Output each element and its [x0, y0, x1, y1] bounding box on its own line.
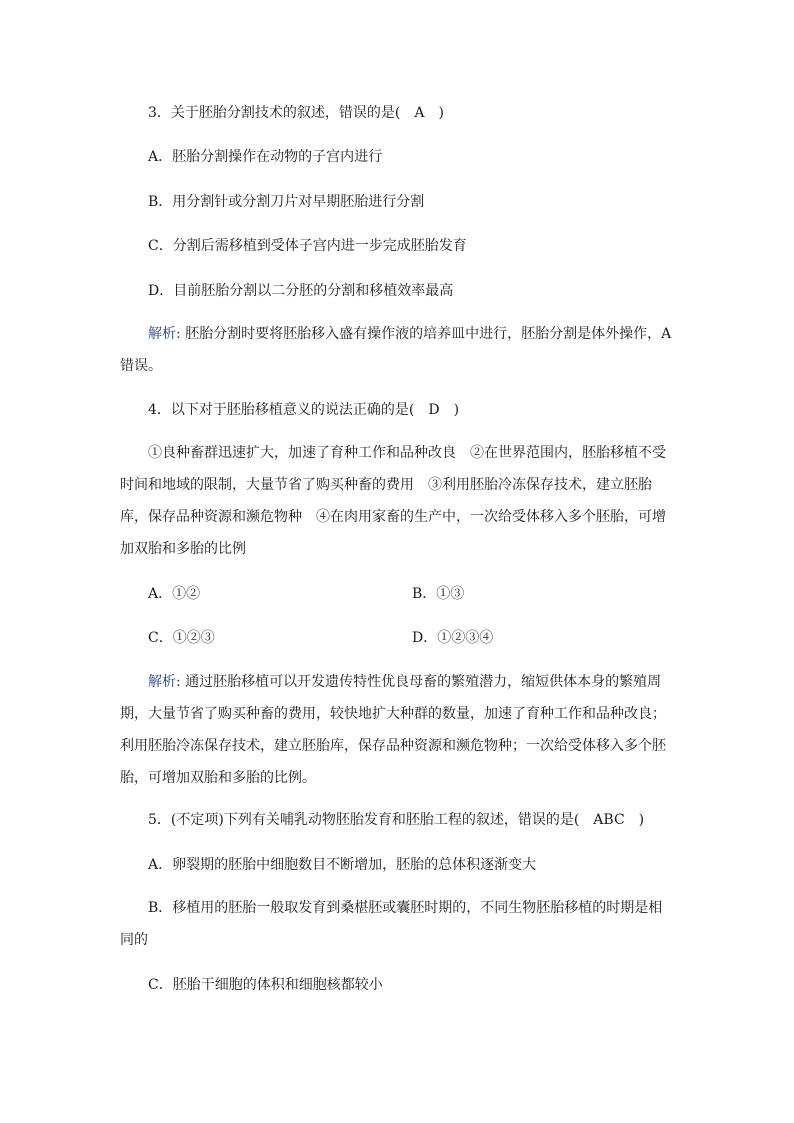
question-5-stem-text: 5．(不定项)下列有关哺乳动物胚胎发育和胚胎工程的叙述，错误的是( [148, 812, 580, 828]
analysis-label: 解析: [148, 326, 181, 342]
question-3-stem [148, 103, 444, 123]
question-4-option-d: D．①②③④ [412, 630, 494, 646]
question-4-option-c: C．①②③ [148, 630, 215, 646]
question-4-analysis-text: 通过胚胎移植可以开发遗传特性优良母畜的繁殖潜力，缩短供体本身的繁殖周期，大量节省了购买种畜的费用，较快地扩大种群的数量，加速了育种工作和品种改良；利用胚胎冷冻保存技术，建立胚胎库，保存品种资源和濒危物种；一次给受体移入多个胚胎，可增加双胎和多胎的比例。 [120, 674, 666, 786]
question-3-analysis [120, 318, 676, 382]
question-3-option-b: B．用分割针或分割刀片对早期胚胎进行分割 [148, 194, 425, 210]
question-5-stem [148, 810, 644, 830]
question-4-stem-close: ) [453, 402, 460, 418]
question-3-option-a: A．胚胎分割操作在动物的子宫内进行 [148, 149, 383, 165]
question-5-option-c: C．胚胎干细胞的体积和细胞核都较小 [148, 977, 383, 993]
question-4-stem [148, 400, 459, 420]
question-5-option-b: B．移植用的胚胎一般取发育到桑椹胚或囊胚时期的，不同生物胚胎移植的时期是相同的 [120, 900, 663, 948]
question-4-stem-text: 4．以下对于胚胎移植意义的说法正确的是( [148, 402, 415, 418]
analysis-label: 解析: [148, 674, 181, 690]
question-4-option-a: A．①② [148, 586, 201, 602]
question-3-stem-text: 3．关于胚胎分割技术的叙述，错误的是( [148, 105, 401, 121]
question-5-stem-close: ) [638, 812, 645, 828]
question-4-analysis [120, 666, 676, 794]
question-3-stem-close: ) [438, 105, 444, 121]
question-4-statements: ①良种畜群迅速扩大，加速了育种工作和品种改良 ②在世界范围内，胚胎移植不受时间和地域的限制，大量节省了购买种畜的费用 ③利用胚胎冷冻保存技术，建立胚胎库，保存品种资源和濒危物种 ④在肉用家畜的生产中，一次给受体移入多个胚胎，可增加双胎和多胎的比例 [120, 445, 666, 557]
question-3-option-c: C．分割后需移植到受体子宫内进一步完成胚胎发育 [148, 238, 467, 254]
question-5-answer: ABC [593, 812, 625, 828]
question-3-answer: A [414, 105, 425, 121]
question-3-option-d: D．目前胚胎分割以二分胚的分割和移植效率最高 [148, 283, 454, 299]
question-4-answer: D [428, 402, 440, 418]
question-5-option-a: A．卵裂期的胚胎中细胞数目不断增加，胚胎的总体积逐渐变大 [148, 857, 537, 873]
question-4-option-b: B．①③ [412, 586, 465, 602]
question-3-analysis-text: 胚胎分割时要将胚胎移入盛有操作液的培养皿中进行，胚胎分割是体外操作，A错误。 [120, 326, 672, 374]
